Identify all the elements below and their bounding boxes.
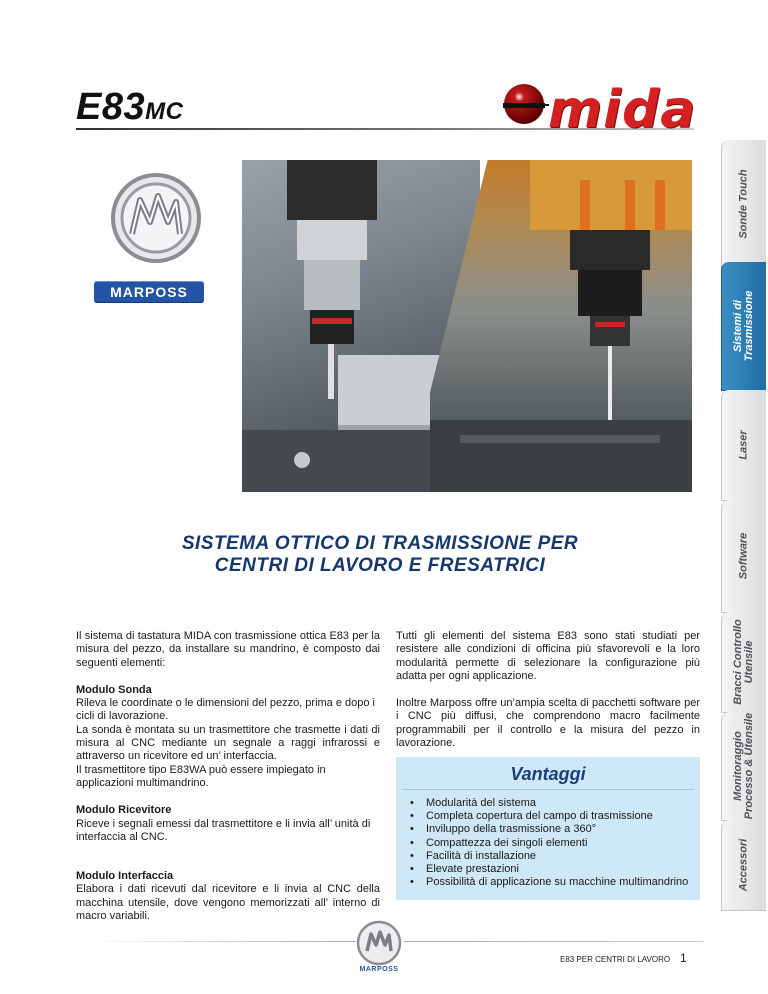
tab-monitoraggio-label: [733, 713, 755, 819]
left-column: [76, 630, 380, 923]
side-tabs: [721, 140, 768, 910]
section-title-line-1: SISTEMA OTTICO DI TRASMISSIONE PER: [181, 533, 579, 554]
footer-rule-left: [76, 941, 356, 942]
tab-bracci-line-1: Bracci Controllo: [732, 619, 744, 705]
tab-laser[interactable]: [721, 390, 766, 501]
list-item: • Compattezza dei singoli elementi: [410, 837, 688, 850]
mida-brand: mida: [548, 80, 697, 140]
marposs-logo: MARPOSS: [94, 281, 204, 303]
list-item: • Modularità del sistema: [410, 797, 688, 810]
vantaggi-list: [410, 797, 688, 889]
tab-sistemi-trasmissione[interactable]: [721, 262, 766, 391]
footer-brand: MARPOSS: [359, 966, 399, 973]
tab-sistemi-line-1: Sistemi di: [732, 300, 744, 352]
title-suffix: MC: [145, 98, 184, 125]
tab-sonde-touch-label: Sonde Touch: [737, 169, 750, 239]
tab-software[interactable]: [721, 500, 766, 613]
vantaggi-title: Vantaggi: [510, 764, 586, 784]
tab-sistemi-label: [733, 291, 755, 362]
modulo-sonda-heading: Modulo Sonda: [76, 683, 152, 696]
modulo-ricevitore-text: Riceve i segnali emessi dal trasmettitore e li invia all’ unità di interfaccia al CNC.: [76, 817, 371, 843]
footer-caption: E83 PER CENTRI DI LAVORO: [560, 955, 671, 964]
page-number: 1: [680, 951, 687, 965]
marposs-emblem-icon: [110, 172, 202, 264]
modulo-sonda-text-1: Rileva le coordinate o le dimensioni del pezzo, prima e dopo i cicli di lavorazione.: [76, 697, 376, 723]
tab-bracci-controllo[interactable]: [721, 612, 766, 713]
section-title: [120, 533, 640, 577]
title-text: E83: [76, 86, 146, 128]
tab-monitoraggio-line-2: Processo & Utensile: [743, 712, 755, 820]
right-paragraph-1: Tutti gli elementi del sistema E83 sono stati studiati per resistere alle condizioni di officina più sfavorevoli e la loro modularità permette di selezionare la configurazione più adatta per ogni applicazione.: [396, 630, 700, 682]
list-item: • Possibilità di applicazione su macchine multimandrino: [410, 876, 688, 889]
modulo-ricevitore-heading: Modulo Ricevitore: [76, 804, 172, 817]
tab-sonde-touch[interactable]: [721, 140, 766, 269]
list-item: • Elevate prestazioni: [410, 863, 688, 876]
tab-bracci-label: [733, 619, 755, 705]
list-item: • Inviluppo della trasmissione a 360°: [410, 823, 688, 836]
vantaggi-divider: [402, 789, 694, 790]
tab-accessori-label: Accessori: [737, 838, 750, 892]
tab-monitoraggio[interactable]: [721, 712, 766, 821]
tab-bracci-line-2: Utensile: [743, 640, 755, 684]
modulo-interfaccia-text: Elabora i dati ricevuti dal ricevitore e li invia al CNC della macchina utensile, dove vengono memorizzati all’ interno di macro variabili.: [76, 883, 380, 923]
list-item: • Facilità di installazione: [410, 850, 688, 863]
tab-laser-label: Laser: [737, 430, 750, 460]
modulo-interfaccia-heading: Modulo Interfaccia: [76, 870, 174, 883]
section-title-line-2: CENTRI DI LAVORO E FRESATRICI: [214, 555, 546, 576]
document-title: [76, 86, 183, 129]
tab-monitoraggio-line-1: Monitoraggio: [732, 731, 744, 801]
tab-accessori[interactable]: [721, 820, 766, 911]
modulo-sonda-text-2: La sonda è montata su un trasmettitore che trasmette i dati di misura al CNC mediante un segnale a raggi infrarossi e attraverso un ricevitore ed un’ interfaccia.: [76, 723, 380, 763]
intro-paragraph: Il sistema di tastatura MIDA con trasmissione ottica E83 per la misura del pezzo, da installare su mandrino, è composto dai seguenti elementi:: [76, 630, 380, 669]
modulo-sonda-text-3: Il trasmettitore tipo E83WA può essere impiegato in applicazioni multimandrino.: [76, 763, 326, 789]
tab-software-label: Software: [737, 532, 750, 580]
tab-sistemi-line-2: Trasmissione: [743, 290, 755, 362]
list-item: • Completa copertura del campo di trasmissione: [410, 810, 688, 823]
right-paragraph-2: Inoltre Marposs offre un’ampia scelta di pacchetti software per i CNC più diffusi, che comprendono macro facilmente programmabili per il controllo e la misura del pezzo in lavorazione.: [396, 697, 700, 750]
right-column: [396, 630, 700, 750]
footer-marposs-emblem-icon: [356, 920, 402, 966]
footer-rule-right: [404, 941, 704, 942]
vantaggi-box: [396, 757, 700, 900]
